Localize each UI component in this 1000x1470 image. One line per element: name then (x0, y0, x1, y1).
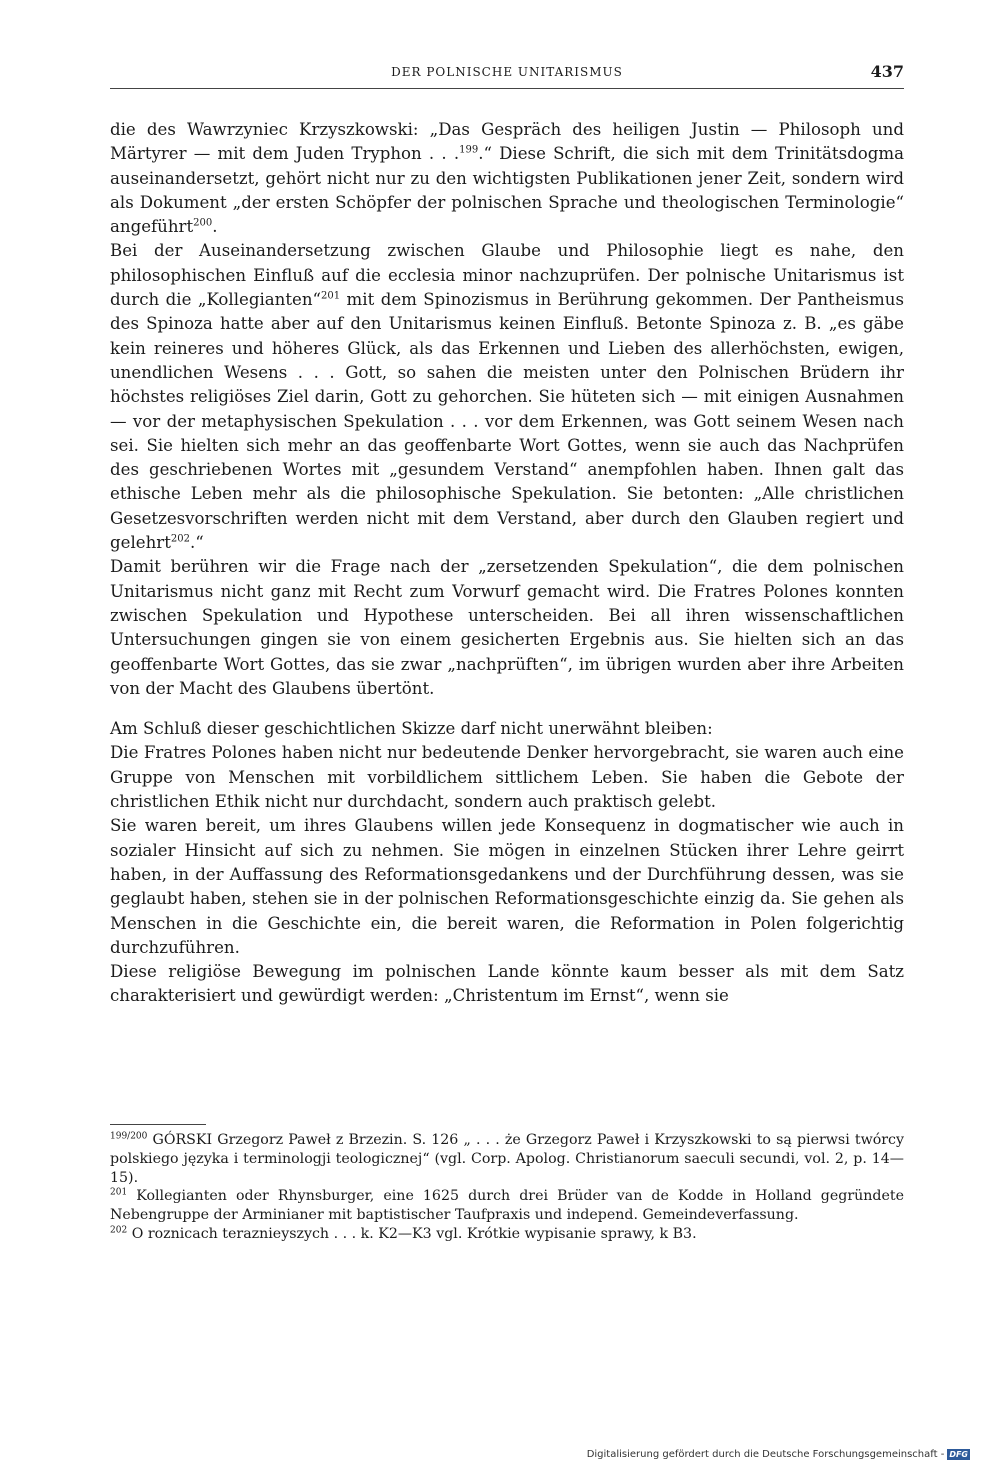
footnote-number: 201 (110, 1187, 128, 1198)
running-head: DER POLNISCHE UNITARISMUS (391, 65, 623, 79)
digitization-credit (587, 1449, 970, 1460)
footnote-number: 202 (110, 1225, 128, 1236)
footnote-divider (110, 1124, 206, 1125)
paragraph: Am Schluß dieser geschichtlichen Skizze darf nicht unerwähnt bleiben: (110, 719, 713, 739)
footnote: $^{202}$ O roznicach teraznieyszych . . . k. K2—K3 vgl. Krótkie wypisanie sprawy, k B3. (110, 1225, 697, 1242)
footnote-ref[interactable]: 200 (193, 217, 213, 229)
page-number: 437 (870, 62, 904, 81)
paragraph: Sie waren bereit, um ihres Glaubens willen jede Konsequenz in dogmatischer wie auch in sozialer Hinsicht auf sich zu nehmen. Sie mögen in einzelnen Stücken ihrer Lehre geirrt haben, in der Auffassung des Reformationsgedankens und der Durchführung dessen, was sie geglaubt haben, stehen sie in der polnischen Reformationsgeschichte einzig da. Sie gehen als Menschen in die Geschichte ein, die bereit waren, die Reformation in Polen folgerichtig durchzuführen. (110, 816, 904, 957)
footnote-ref[interactable]: 199 (459, 144, 479, 156)
paragraph: die des Wawrzyniec Krzyszkowski: „Das Gespräch des heiligen Justin — Philosoph und Märtyrer — mit dem Juden Tryphon . . .$^{199}$.“ Diese Schrift, die sich mit dem Trinitätsdogma auseinandersetzt, gehört nicht nur zu den wichtigsten Publikationen jener Zeit, sondern wird als Dokument „der ersten Schöpfer der polnischen Sprache und theologischen Terminologie“ angeführt$^{200}$. (110, 120, 904, 237)
paragraph: Diese religiöse Bewegung im polnischen Lande könnte kaum besser als mit dem Satz charakterisiert und gewürdigt werden: „Christentum im Ernst“, wenn sie (110, 962, 904, 1006)
dfg-logo: DFG (949, 1450, 968, 1459)
paragraph: Damit berühren wir die Frage nach der „zersetzenden Spekulation“, die dem polnischen Unitarismus nicht ganz mit Recht zum Vorwurf gemacht wird. Die Fratres Polones konnten zwischen Spekulation und Hypothese unterscheiden. Bei all ihren wissenschaftlichen Untersuchungen gingen sie von einem gesicherten Ergebnis aus. Sie hielten sich an das geoffenbarte Wort Gottes, das sie zwar „nachprüften“, im übrigen wurden aber ihre Arbeiten von der Macht des Glaubens übertönt. (110, 557, 904, 698)
footnote: $^{199/200}$ GÓRSKI Grzegorz Paweł z Brzezin. S. 126 „ . . . że Grzegorz Paweł i Krzyszkowski to są pierwsi twórcy polskiego języka i terminologji teologicznej“ (vgl. Corp. Apolog. Christianorum saeculi secundi, vol. 2, p. 14—15). (110, 1131, 904, 1186)
footnote-number: 199/200 (110, 1131, 148, 1142)
footnote-ref[interactable]: 201 (321, 290, 341, 302)
paragraph: Bei der Auseinandersetzung zwischen Glaube und Philosophie liegt es nahe, den philosophischen Einfluß auf die ecclesia minor nachzuprüfen. Der polnische Unitarismus ist durch die „Kollegianten“$^{201}$ mit dem Spinozismus in Berührung gekommen. Der Pantheismus des Spinoza hatte aber auf den Unitarismus keinen Einfluß. Betonte Spinoza z. B. „es gäbe kein reineres und höheres Glück, als das Erkennen und Lieben des allerhöchsten, ewigen, unendlichen Wesens . . . Gott, so sahen die meisten unter den Polnischen Brüdern ihr höchstes religiöses Ziel darin, Gott zu gehorchen. Sie hüteten sich — mit einigen Ausnahmen — vor der metaphysischen Spekulation . . . vor dem Erkennen, was Gott seinem Wesen nach sei. Sie hielten sich mehr an das geoffenbarte Wort Gottes, wenn sie auch das Nachprüfen des geschriebenen Wortes mit „gesundem Verstand“ anempfohlen haben. Ihnen galt das ethische Leben mehr als die philosophische Spekulation. Sie betonten: „Alle christlichen Gesetzesvorschriften werden nicht mit dem Verstand, aber durch den Glauben regiert und gelehrt$^{202}$.“ (110, 241, 904, 553)
footnote-ref[interactable]: 202 (170, 533, 190, 545)
paragraph: Die Fratres Polones haben nicht nur bedeutende Denker hervorgebracht, sie waren auch eine Gruppe von Menschen mit vorbildlichem sittlichem Leben. Sie haben die Gebote der christlichen Ethik nicht nur durchdacht, sondern auch praktisch gelebt. (110, 743, 904, 812)
credit-text: Digitalisierung gefördert durch die Deutsche Forschungsgemeinschaft - (586, 1449, 945, 1460)
body-text (110, 118, 904, 1009)
footnotes (110, 1131, 904, 1244)
footnote: $^{201}$ Kollegianten oder Rhynsburger, eine 1625 durch drei Brüder van de Kodde in Holland gegründete Nebengruppe der Arminianer mit baptistischer Taufpraxis und independ. Gemeindeverfassung. (110, 1187, 904, 1224)
page-header (110, 64, 904, 89)
